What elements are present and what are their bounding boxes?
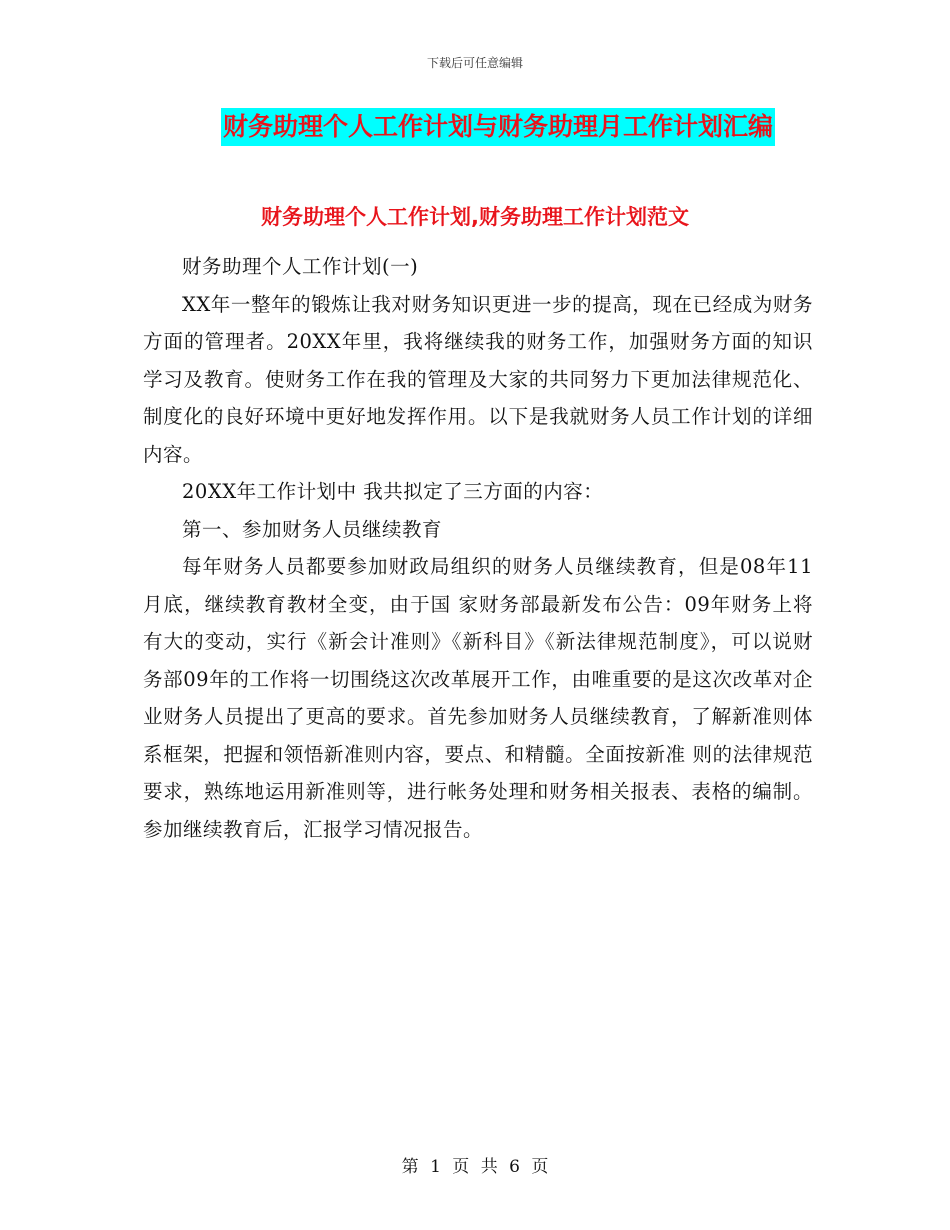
header-note: 下载后可任意编辑 [426, 56, 523, 70]
paragraph: 20XX年工作计划中 我共拟定了三方面的内容： [182, 480, 604, 503]
main-title-container [0, 108, 950, 146]
sub-title: 财务助理个人工作计划,财务助理工作计划范文 [261, 205, 689, 229]
paragraph: XX年一整年的锻炼让我对财务知识更进一步的提高，现在已经成为财务方面的管理者。20XX年里，我将继续我的财务工作，加强财务方面的知识学习及教育。使财务工作在我的管理及大家的共同努力下更加法律规范化、制度化的良好环境中更好地发挥作用。以下是我就财务人员工作计划的详细内容。 [143, 292, 813, 466]
main-title: 财务助理个人工作计划与财务助理月工作计划汇编 [221, 108, 775, 146]
section-heading: 第一、参加财务人员继续教育 [182, 517, 443, 541]
section-heading: 财务助理个人工作计划(一) [182, 255, 419, 278]
page-indicator: 第 1 页 共 6 页 [401, 1157, 549, 1177]
paragraph: 每年财务人员都要参加财政局组织的财务人员继续教育，但是08年11月底，继续教育教材全变，由于国 家财务部最新发布公告：09年财务上将有大的变动，实行《新会计准则》《新科目》《新法律规范制度》，可以说财务部09年的工作将一切围绕这次改革展开工作，由唯重要的是这次改革对企业财务人员提出了更高的要求。首先参加财务人员继续教育，了解新准则体系框架，把握和领悟新准则内容，要点、和精髓。全面按新准 则的法律规范要求，熟练地运用新准则等，进行帐务处理和财务相关报表、表格的编制。参加继续教育后，汇报学习情况报告。 [143, 555, 813, 841]
document-body [143, 248, 813, 848]
